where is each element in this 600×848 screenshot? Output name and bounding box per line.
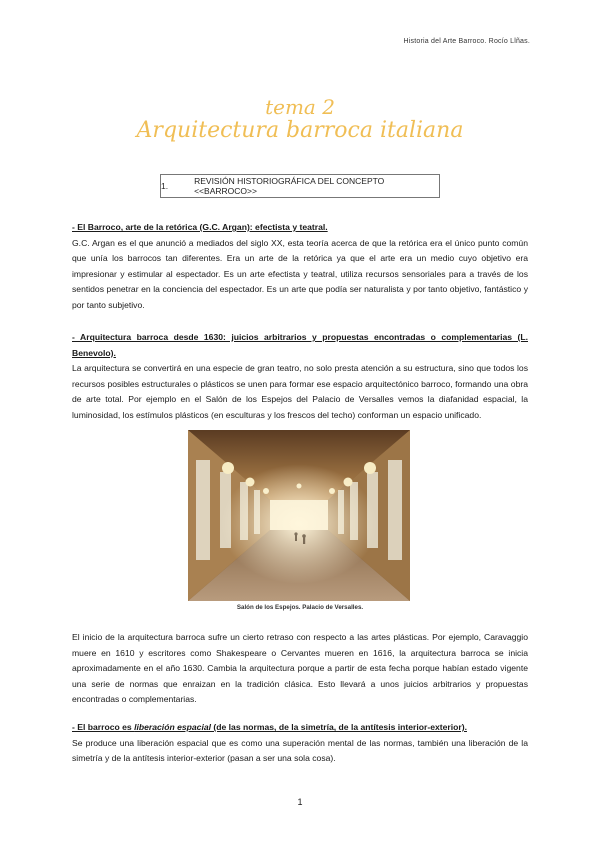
section-number: 1. — [161, 181, 169, 191]
block-paragraph: El inicio de la arquitectura barroca sufre un cierto retraso con respecto a las artes plásticas. Por ejemplo, Caravaggio muere en 1610 y escritores como Shakespeare o Cervantes mueren en 1616, la arquitectura barroca se inicia aproximadamente en el año 1630. Cambia la arquitectura porque a partir de esta fecha porque habían estado vigente una serie de normas que enraizan en la tradición clásica. Esto llevará a unos juicios arbitrarios y propuestas encontradas o complementarias. — [72, 632, 528, 705]
block-argan — [72, 220, 528, 314]
block-paragraph: Se produce una liberación espacial que es como una superación mental de las normas, también una liberación de la simetría y de la antítesis interior-exterior (pasan a ser una sola cosa). — [72, 737, 528, 764]
title-main: Arquitectura barroca italiana — [136, 118, 464, 143]
block-heading: - Arquitectura barroca desde 1630: juicios arbitrarios y propuestas encontradas o complementarias (L. Benevolo). — [72, 332, 528, 358]
section-label: REVISIÓN HISTORIOGRÁFICA DEL CONCEPTO <<BARROCO>> — [194, 176, 385, 196]
heading-post: (de las normas, de la simetría, de la antítesis interior-exterior). — [211, 722, 467, 732]
title-topic: tema 2 — [265, 95, 335, 119]
heading-emphasis: liberación espacial — [134, 722, 211, 732]
block-benevolo — [72, 330, 528, 424]
block-after-figure — [72, 630, 528, 708]
block-heading — [72, 720, 528, 736]
page-title — [0, 96, 600, 144]
hall-of-mirrors-photo — [188, 430, 410, 601]
figure-caption: Salón de los Espejos. Palacio de Versalles. — [236, 604, 364, 611]
block-liberacion — [72, 720, 528, 767]
heading-pre: - El barroco es — [72, 722, 135, 732]
block-paragraph: G.C. Argan es el que anunció a mediados del siglo XX, esta teoría acerca de que la retórica era el único punto común que unía los barrocos tan diferentes. Era un arte de la retórica ya que el arte era un medio cuyo objetivo era impresionar y estimular al espectador. Es un arte efectista y teatral, utiliza recursos sensoriales para a través de los sentidos penetrar en la conciencia del espectador. Es un arte que podía ser naturalista y por tanto objetivo, fantástico y por tanto subjetivo. — [72, 237, 528, 310]
block-heading: - El Barroco, arte de la retórica (G.C. Argan): efectista y teatral. — [72, 222, 328, 232]
block-paragraph: La arquitectura se convertirá en una especie de gran teatro, no solo presta atención a su estructura, sino que todos los recursos posibles estructurales o plásticos se unen para formar ese espacio arquitectónico barroco, formando una obra de arte total. Por ejemplo en el Salón de los Espejos del Palacio de Versalles vemos la diafanidad espacial, la luminosidad, los estímulos plásticos (en esculturas y los frescos del techo) conforman un espacio unificado. — [72, 363, 528, 420]
page-number: 1 — [297, 797, 303, 807]
section-heading-box — [160, 174, 440, 198]
header-note: Historia del Arte Barroco. Rocío Llñas. — [403, 38, 530, 45]
